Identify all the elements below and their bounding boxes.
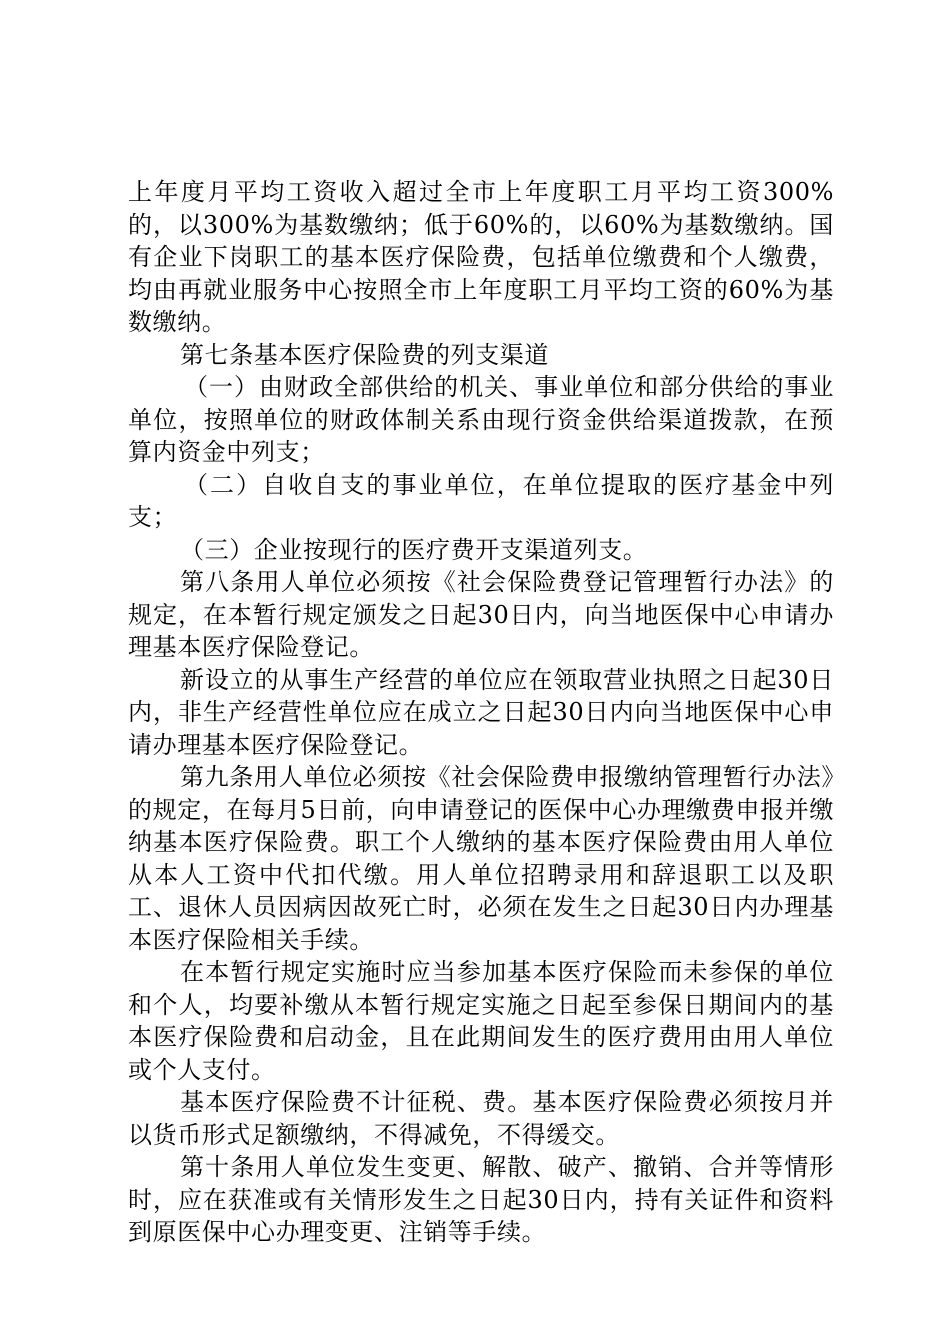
paragraph-article-9-tax-exempt: 基本医疗保险费不计征税、费。基本医疗保险费必须按月并以货币形式足额缴纳，不得减免，不得缓交。 <box>128 1088 834 1149</box>
paragraph-article-9: 第九条用人单位必须按《社会保险费申报缴纳管理暂行办法》的规定，在每月5日前，向申请登记的医保中心办理缴费申报并缴纳基本医疗保险费。职工个人缴纳的基本医疗保险费由用人单位从本人工资中代扣代缴。用人单位招聘录用和辞退职工以及职工、退休人员因病因故死亡时，必须在发生之日起30日内办理基本医疗保险相关手续。 <box>128 763 834 954</box>
document-body <box>128 176 834 1249</box>
paragraph-article-7-title: 第七条基本医疗保险费的列支渠道 <box>180 340 549 369</box>
paragraph-article-8: 第八条用人单位必须按《社会保险费登记管理暂行办法》的规定，在本暂行规定颁发之日起30日内，向当地医保中心申请办理基本医疗保险登记。 <box>128 568 834 661</box>
paragraph-article-7-item-1: （一）由财政全部供给的机关、事业单位和部分供给的事业单位，按照单位的财政体制关系由现行资金供给渠道拨款，在预算内资金中列支； <box>128 373 834 466</box>
paragraph-article-10: 第十条用人单位发生变更、解散、破产、撤销、合并等情形时，应在获准或有关情形发生之日起30日内，持有关证件和资料到原医保中心办理变更、注销等手续。 <box>128 1153 834 1246</box>
paragraph-article-9-back-payment: 在本暂行规定实施时应当参加基本医疗保险而未参保的单位和个人，均要补缴从本暂行规定实施之日起至参保日期间内的基本医疗保险费和启动金，且在此期间发生的医疗费用由用人单位或个人支付。 <box>128 958 834 1084</box>
paragraph-article-7-item-3: （三）企业按现行的医疗费开支渠道列支。 <box>180 535 648 564</box>
paragraph-continuation: 上年度月平均工资收入超过全市上年度职工月平均工资300%的，以300%为基数缴纳；低于60%的，以60%为基数缴纳。国有企业下岗职工的基本医疗保险费，包括单位缴费和个人缴费，均由再就业服务中心按照全市上年度职工月平均工资的60%为基数缴纳。 <box>128 178 834 336</box>
paragraph-article-7-item-2: （二）自收自支的事业单位，在单位提取的医疗基金中列支； <box>128 470 834 531</box>
paragraph-article-8-new-units: 新设立的从事生产经营的单位应在领取营业执照之日起30日内，非生产经营性单位应在成立之日起30日内向当地医保中心申请办理基本医疗保险登记。 <box>128 665 834 759</box>
